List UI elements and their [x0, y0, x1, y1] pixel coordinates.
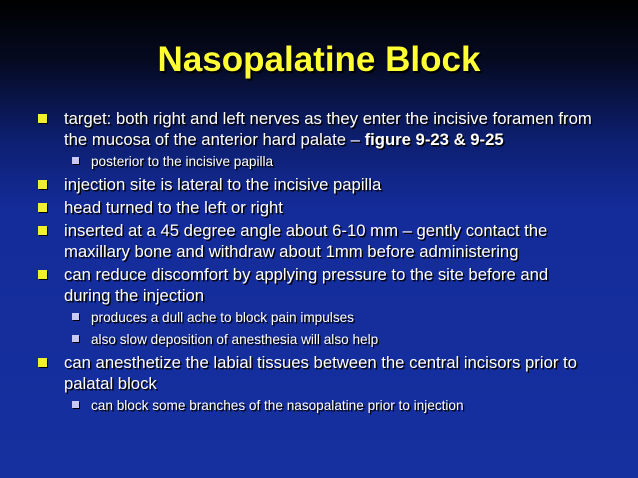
subbullet-dull-ache	[38, 308, 598, 327]
bullet-text: target: both right and left nerves as they enter the incisive foramen from the mucosa of the anterior hard palate –	[64, 109, 592, 149]
square-bullet-icon	[72, 401, 79, 408]
subbullet-text: produces a dull ache to block pain impulses	[91, 310, 354, 325]
bullet-text: inserted at a 45 degree angle about 6-10 mm – gently contact the maxillary bone and withdraw about 1mm before administering	[64, 221, 548, 261]
subbullet-text: can block some branches of the nasopalatine prior to injection	[91, 398, 464, 413]
bullet-head-turned	[38, 197, 598, 218]
square-bullet-icon	[38, 114, 47, 123]
square-bullet-icon	[38, 358, 47, 367]
bullet-list	[38, 108, 598, 418]
bullet-text: injection site is lateral to the incisive papilla	[64, 175, 382, 194]
square-bullet-icon	[72, 313, 79, 320]
square-bullet-icon	[38, 180, 47, 189]
bullet-labial-tissues	[38, 352, 598, 394]
bullet-target	[38, 108, 598, 150]
subbullet-text: posterior to the incisive papilla	[91, 154, 274, 169]
bullet-reduce-discomfort	[38, 264, 598, 306]
bullet-text: can reduce discomfort by applying pressure to the site before and during the injection	[64, 265, 549, 305]
square-bullet-icon	[38, 270, 47, 279]
bullet-injection-site	[38, 174, 598, 195]
subbullet-posterior	[38, 152, 598, 171]
square-bullet-icon	[38, 226, 47, 235]
slide-title: Nasopalatine Block	[157, 40, 481, 79]
square-bullet-icon	[72, 157, 79, 164]
square-bullet-icon	[38, 203, 47, 212]
bullet-inserted	[38, 220, 598, 262]
bullet-text: head turned to the left or right	[64, 198, 283, 217]
subbullet-slow-deposition	[38, 330, 598, 349]
subbullet-text: also slow deposition of anesthesia will also help	[91, 332, 379, 347]
bullet-text: can anesthetize the labial tissues between the central incisors prior to palatal block	[64, 353, 577, 393]
square-bullet-icon	[72, 335, 79, 342]
subbullet-branches	[38, 396, 598, 415]
figure-reference: figure 9-23 & 9-25	[364, 130, 504, 149]
